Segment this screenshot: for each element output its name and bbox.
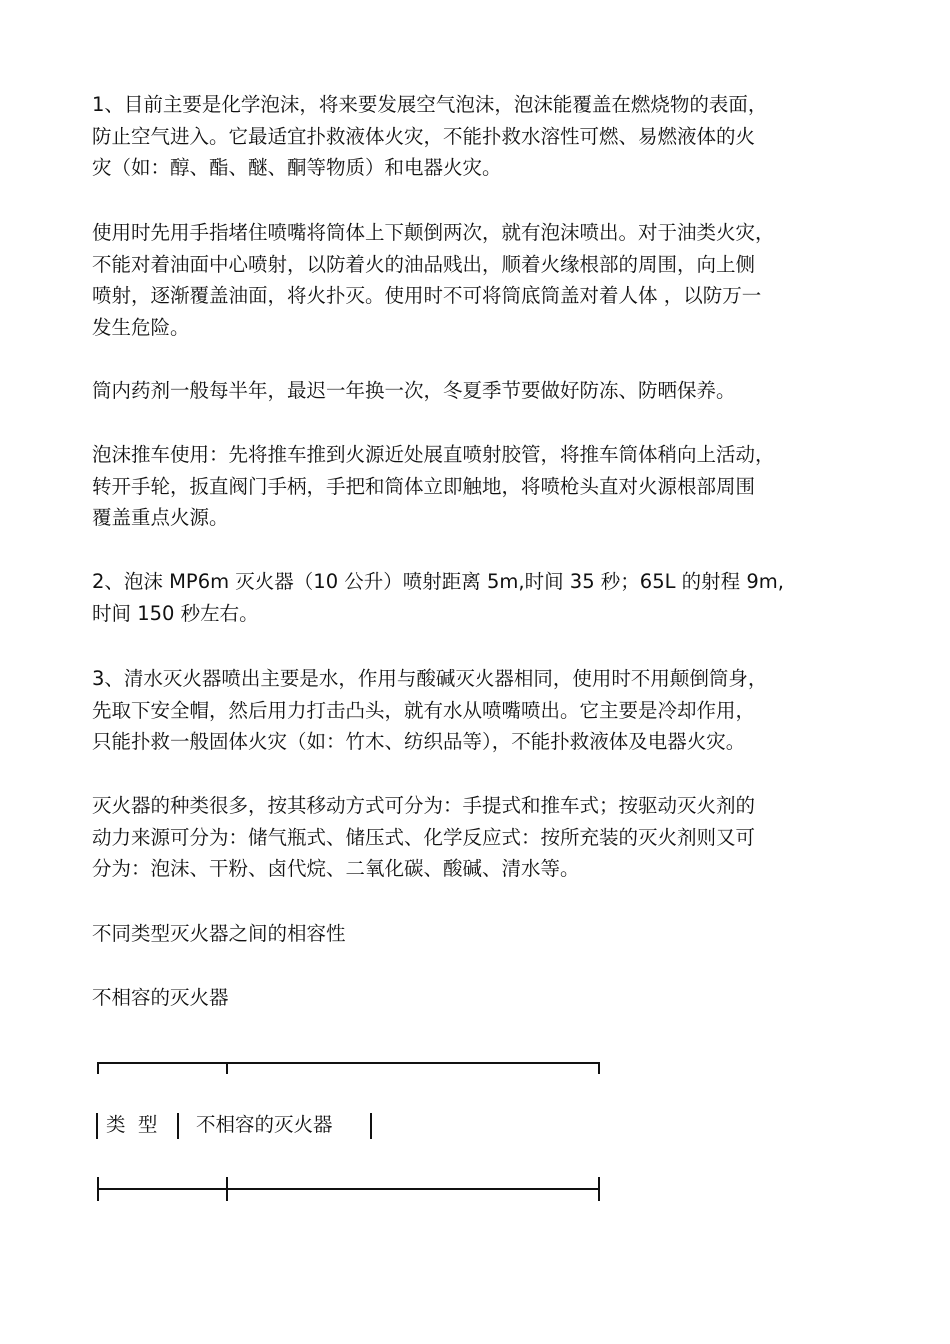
text-line: 不相容的灭火器	[92, 986, 229, 1009]
table-top-right-corner	[598, 1062, 600, 1074]
paragraph-foam-specs	[92, 566, 872, 629]
paragraph-refill-schedule	[92, 375, 872, 407]
text-line: 分为：泡沫、干粉、卤代烷、二氧化碳、酸碱、清水等。	[92, 857, 580, 880]
text-line: 防止空气进入。它最适宜扑救液体火灾，不能扑救水溶性可燃、易燃液体的火	[92, 124, 756, 148]
text-line: 转开手轮，扳直阀门手柄，手把和筒体立即触地，将喷枪头直对火源根部周围	[92, 474, 756, 498]
text-line: 不同类型灭火器之间的相容性	[92, 922, 346, 945]
text-line: 3、清水灭火器喷出主要是水，作用与酸碱灭火器相同，使用时不用颠倒筒身，	[92, 667, 768, 690]
table-header-mid-border	[177, 1113, 179, 1139]
paragraph-foam-extinguisher-intro	[92, 89, 872, 184]
text-line: 灾（如：醇、酯、醚、酮等物质）和电器火灾。	[92, 156, 502, 179]
section-heading-compatibility	[92, 918, 872, 950]
paragraph-foam-usage	[92, 217, 872, 343]
text-line: 先取下安全帽，然后用力打击凸头，就有水从喷嘴喷出。它主要是冷却作用，	[92, 698, 756, 722]
text-line: 只能扑救一般固体火灾（如：竹木、纺织品等），不能扑救液体及电器火灾。	[92, 730, 746, 753]
text-line: 时间 150 秒左右。	[92, 601, 259, 625]
text-line: 筒内药剂一般每半年，最迟一年换一次，冬夏季节要做好防冻、防晒保养。	[92, 379, 736, 402]
table-sep-mid-junction	[226, 1177, 228, 1201]
text-line: 使用时先用手指堵住喷嘴将筒体上下颠倒两次，就有泡沫喷出。对于油类火灾，	[92, 221, 775, 244]
table-header-incompatible: 不相容的灭火器	[196, 1113, 333, 1136]
table-header-separator	[97, 1188, 599, 1190]
text-line: 喷射，逐渐覆盖油面，将火扑灭。使用时不可将筒底筒盖对着人体 ，以防万一	[92, 284, 762, 307]
text-line: 动力来源可分为：储气瓶式、储压式、化学反应式：按所充装的灭火剂则又可	[92, 825, 756, 849]
table-sep-right-junction	[598, 1177, 600, 1201]
paragraph-extinguisher-types	[92, 790, 872, 885]
table-top-left-corner	[97, 1062, 99, 1074]
text-line: 灭火器的种类很多，按其移动方式可分为：手提式和推车式；按驱动灭火剂的	[92, 794, 756, 817]
paragraph-foam-cart-usage	[92, 439, 872, 534]
text-line: 发生危险。	[92, 315, 190, 339]
text-line: 覆盖重点火源。	[92, 506, 229, 529]
table-top-border	[97, 1062, 599, 1064]
section-heading-incompatible	[92, 982, 872, 1014]
table-top-mid-junction	[226, 1062, 228, 1074]
text-line: 不能对着油面中心喷射，以防着火的油品贱出，顺着火缘根部的周围，向上侧	[92, 252, 756, 276]
table-header-type: 类 型	[106, 1113, 158, 1136]
text-line: 泡沫推车使用：先将推车推到火源近处展直喷射胶管，将推车筒体稍向上活动，	[92, 443, 775, 466]
paragraph-water-extinguisher	[92, 663, 872, 758]
table-header-right-border	[370, 1113, 372, 1139]
text-line: 2、泡沫 MP6m 灭火器（10 公升）喷射距离 5m,时间 35 秒；65L 的射程 9m,	[92, 570, 784, 593]
table-header-left-border	[96, 1113, 98, 1139]
table-sep-left-junction	[97, 1177, 99, 1201]
text-line: 1、目前主要是化学泡沫，将来要发展空气泡沫，泡沫能覆盖在燃烧物的表面，	[92, 93, 768, 116]
